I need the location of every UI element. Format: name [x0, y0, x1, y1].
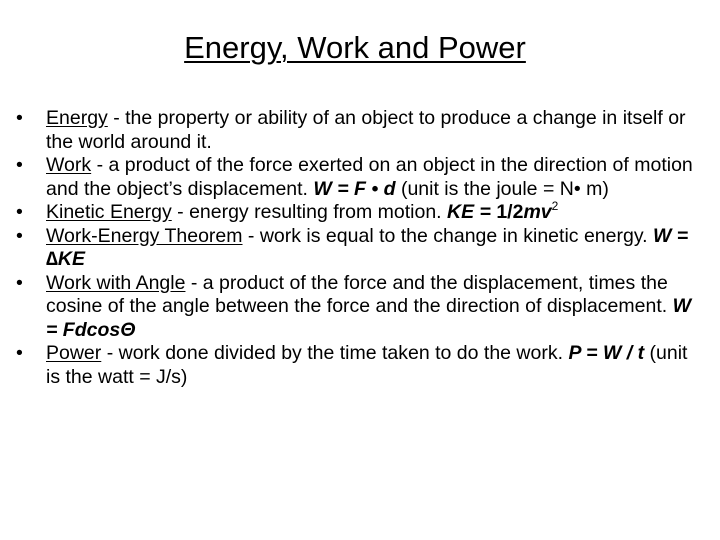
formula-work-energy-theorem: W = ∆KE — [46, 224, 689, 270]
bullet-work-energy-theorem — [16, 225, 706, 272]
bullet-work-with-angle — [16, 272, 706, 343]
bullet-marker: • — [16, 107, 23, 129]
term-kinetic-energy: Kinetic Energy — [46, 201, 172, 223]
bullet-marker: • — [16, 224, 23, 247]
formula-kinetic-energy-mv: mv — [523, 201, 552, 223]
formula-power: P = W / t — [568, 342, 645, 364]
formula-kinetic-energy-lhs: KE = — [447, 201, 497, 223]
bullet-power — [16, 342, 706, 389]
formula-kinetic-energy-fraction: 1/2 — [496, 201, 524, 223]
bullet-work — [16, 154, 706, 201]
bullet-kinetic-energy — [16, 201, 706, 225]
bullet-list — [16, 107, 706, 389]
definition-work-with-angle: - a product of the force and the displacement, times the cosine of the angle between the force and the direction of displacement. — [46, 271, 673, 317]
bullet-marker: • — [16, 154, 23, 176]
unit-work: (unit is the joule = N• m) — [395, 177, 609, 200]
definition-work-energy-theorem: - work is equal to the change in kinetic energy. — [242, 224, 653, 247]
formula-kinetic-energy-exponent: 2 — [551, 199, 559, 213]
bullet-marker: • — [16, 271, 23, 294]
term-work-energy-theorem: Work-Energy Theorem — [46, 224, 243, 247]
definition-work: - a product of the force exerted on an object in the direction of motion and the object’s displacement. — [46, 154, 693, 200]
bullet-energy — [16, 107, 706, 154]
term-work: Work — [46, 154, 92, 176]
bullet-marker: • — [16, 342, 23, 364]
bullet-marker: • — [16, 201, 23, 223]
definition-power: - work done divided by the time taken to do the work. — [101, 342, 569, 364]
term-energy: Energy — [46, 107, 108, 129]
formula-work-with-angle: W = FdcosΘ — [46, 295, 691, 341]
term-power: Power — [46, 342, 102, 364]
definition-kinetic-energy: - energy resulting from motion. — [171, 201, 448, 223]
definition-energy: - the property or ability of an object to produce a change in itself or the world around it. — [46, 107, 686, 153]
slide-title — [0, 28, 710, 68]
formula-work: W = F • d — [313, 177, 396, 200]
unit-power: (unit is the watt = J/s) — [46, 342, 688, 388]
term-work-with-angle: Work with Angle — [46, 271, 186, 294]
slide-title-text: Energy, Work and Power — [184, 30, 526, 65]
